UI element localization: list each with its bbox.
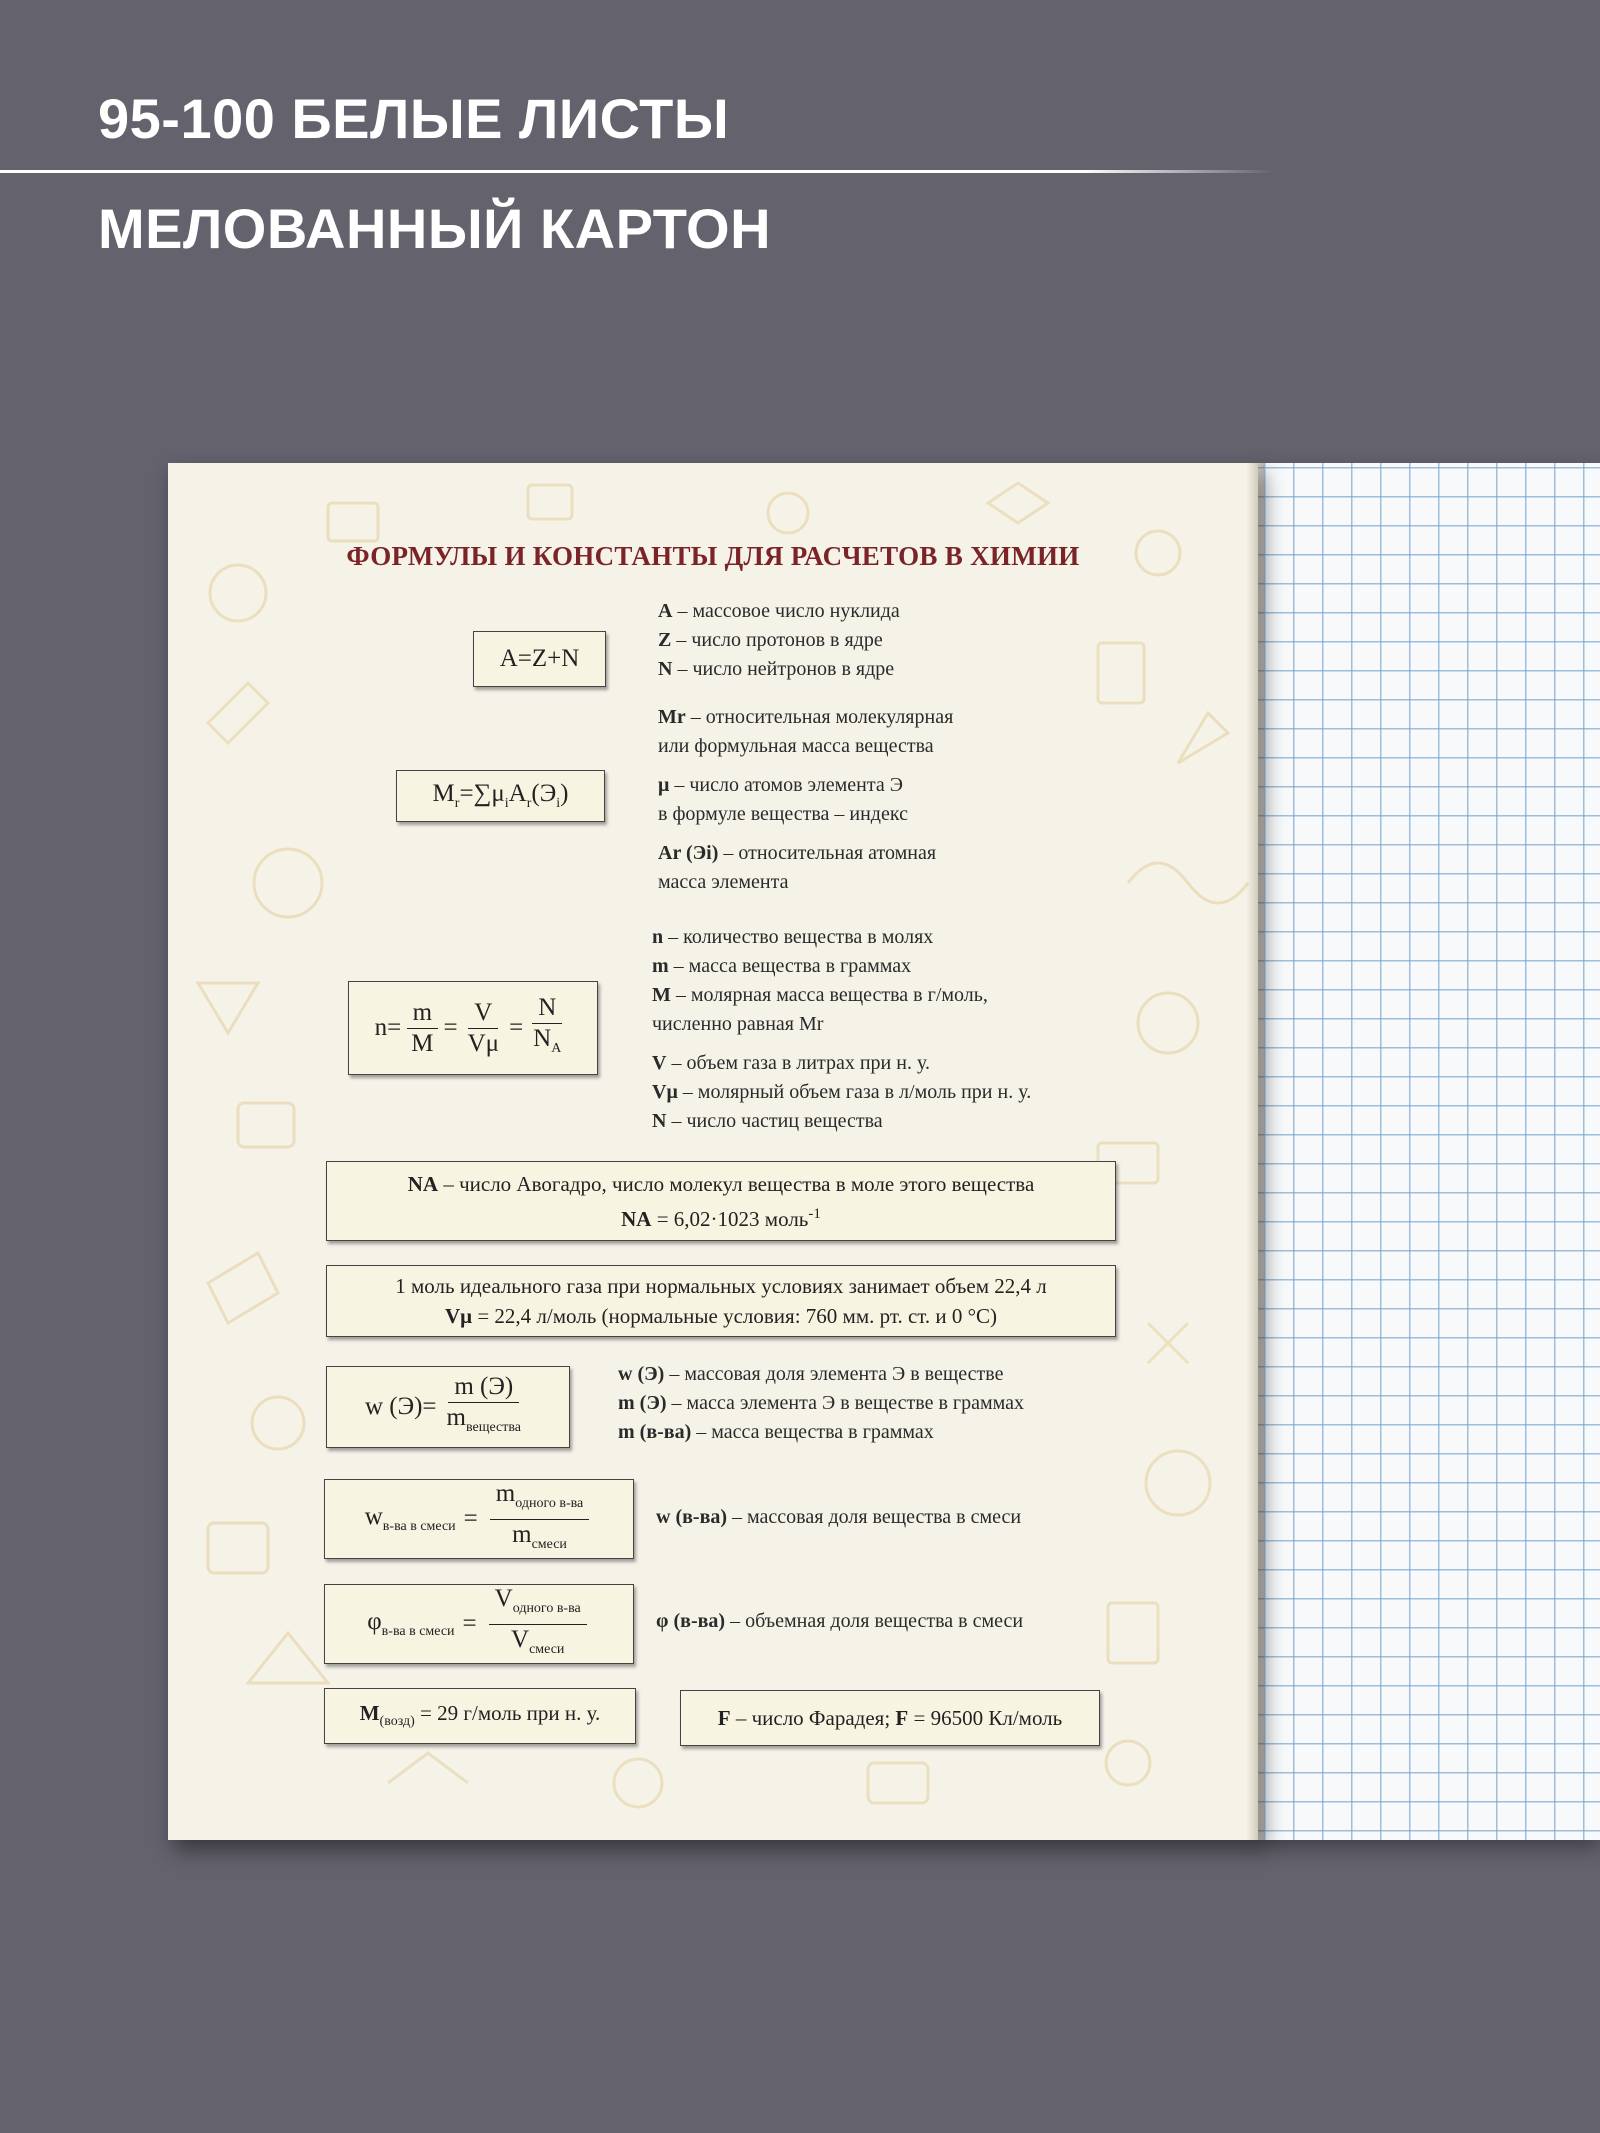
formula-text: A=Z+N	[499, 645, 580, 672]
description-line: Z – число протонов в ядре	[658, 629, 883, 651]
graph-paper-page	[1258, 463, 1600, 1840]
formula-box-mass-fraction-element: w (Э)= $\frac{m (Э)}{m_{вещества}}$	[326, 1366, 570, 1448]
formula-description-5: w (в-ва) – массовая доля вещества в смеси	[656, 1506, 1022, 1528]
formula-box-air-molar-mass: $M_{(возд)} = 29$ г/моль при н. у.	[324, 1688, 636, 1744]
formula-box-amount-of-substance: n= $\frac{m}{M}$ = $\frac{V}{V\mu}$ = $\frac{N}{N_A}$	[348, 981, 598, 1075]
fraction-m-over-M: $\frac{m}{M}$	[405, 998, 439, 1059]
description-line: n – количество вещества в молях	[652, 926, 934, 948]
description-line: m (Э) – масса элемента Э в веществе в граммах	[618, 1392, 1025, 1414]
description-line: Mr – относительная молекулярная	[658, 706, 954, 728]
description-line: m (в-ва) – масса вещества в граммах	[618, 1421, 934, 1443]
description-line: N – число нейтронов в ядре	[658, 658, 895, 680]
description-line: M – молярная масса вещества в г/моль,	[652, 984, 988, 1006]
formula-box-molecular-mass	[396, 770, 605, 822]
formula-description-1	[658, 597, 900, 684]
description-line: A – массовое число нуклида	[658, 600, 900, 622]
page-fold-shadow	[1246, 463, 1264, 1840]
headline: 95-100 БЕЛЫЕ ЛИСТЫ	[98, 87, 730, 150]
description-line: численно равная Mr	[652, 1013, 824, 1035]
description-line: V – объем газа в литрах при н. у.	[652, 1052, 930, 1074]
formula-box-faraday: F – число Фарадея; F = 96500 Кл/моль	[680, 1690, 1100, 1746]
description-line: или формульная масса вещества	[658, 735, 934, 757]
avogadro-line-1: NA – число Авогадро, число молекул вещества в моле этого вещества	[407, 1171, 1035, 1196]
formula-description-2	[658, 703, 953, 897]
ideal-gas-box	[326, 1265, 1116, 1337]
formula-text: $M_r=\sum\mu_iA_r(Э_i)$	[432, 780, 569, 811]
description-line: w (Э) – массовая доля элемента Э в веществе	[618, 1363, 1004, 1385]
divider-line	[0, 170, 1275, 173]
ideal-gas-line-1: 1 моль идеального газа при нормальных условиях занимает объем 22,4 л	[395, 1274, 1047, 1298]
fraction-volume-mixture: $\frac{V_{одного в-ва}}{V_{смеси}}$	[489, 1584, 587, 1665]
description-line: N – число частиц вещества	[652, 1110, 883, 1132]
formula-box-volume-fraction: $\varphi_{в-ва в смеси}$ = $\frac{V_{одного в-ва}}{V_{смеси}}$	[324, 1584, 634, 1664]
ideal-gas-line-2: Vμ = 22,4 л/моль (нормальные условия: 760 мм. рт. ст. и 0 °С)	[445, 1304, 997, 1328]
cover-title: ФОРМУЛЫ И КОНСТАНТЫ ДЛЯ РАСЧЕТОВ В ХИМИИ	[346, 541, 1080, 571]
description-line: в формуле вещества – индекс	[658, 803, 908, 825]
formula-description-3	[652, 923, 1031, 1136]
description-line: масса элемента	[658, 871, 789, 893]
fraction-V-over-Vmu: $\frac{V}{V\mu}$	[467, 998, 500, 1057]
formula-description-4	[618, 1360, 1024, 1447]
avogadro-line-2: NA = 6,02·1023 моль$^{-1}$	[621, 1205, 821, 1231]
avogadro-box	[326, 1161, 1116, 1241]
fraction-mass-mixture: $\frac{m_{одного в-ва}}{m_{смеси}}$	[490, 1479, 589, 1560]
fraction-N-over-NA: $\frac{N}{N_A}$	[533, 993, 562, 1056]
description-line: Ar (Эi) – относительная атомная	[658, 842, 937, 864]
formula-box-mass-fraction-mixture: $w_{в-ва в смеси}$ = $\frac{m_{одного в-ва}}{m_{смеси}}$	[324, 1479, 634, 1559]
formula-box-mass-number	[473, 631, 606, 687]
description-line: m – масса вещества в граммах	[652, 955, 912, 977]
subheadline: МЕЛОВАННЫЙ КАРТОН	[98, 197, 772, 260]
description-line: Vμ – молярный объем газа в л/моль при н. у.	[652, 1081, 1032, 1103]
fraction-mass-element: $\frac{m (Э)}{m_{вещества}}$	[446, 1372, 522, 1435]
description-line: μ – число атомов элемента Э	[658, 774, 903, 796]
formula-description-6: φ (в-ва) – объемная доля вещества в смеси	[656, 1610, 1024, 1632]
notebook-cover	[168, 463, 1258, 1840]
